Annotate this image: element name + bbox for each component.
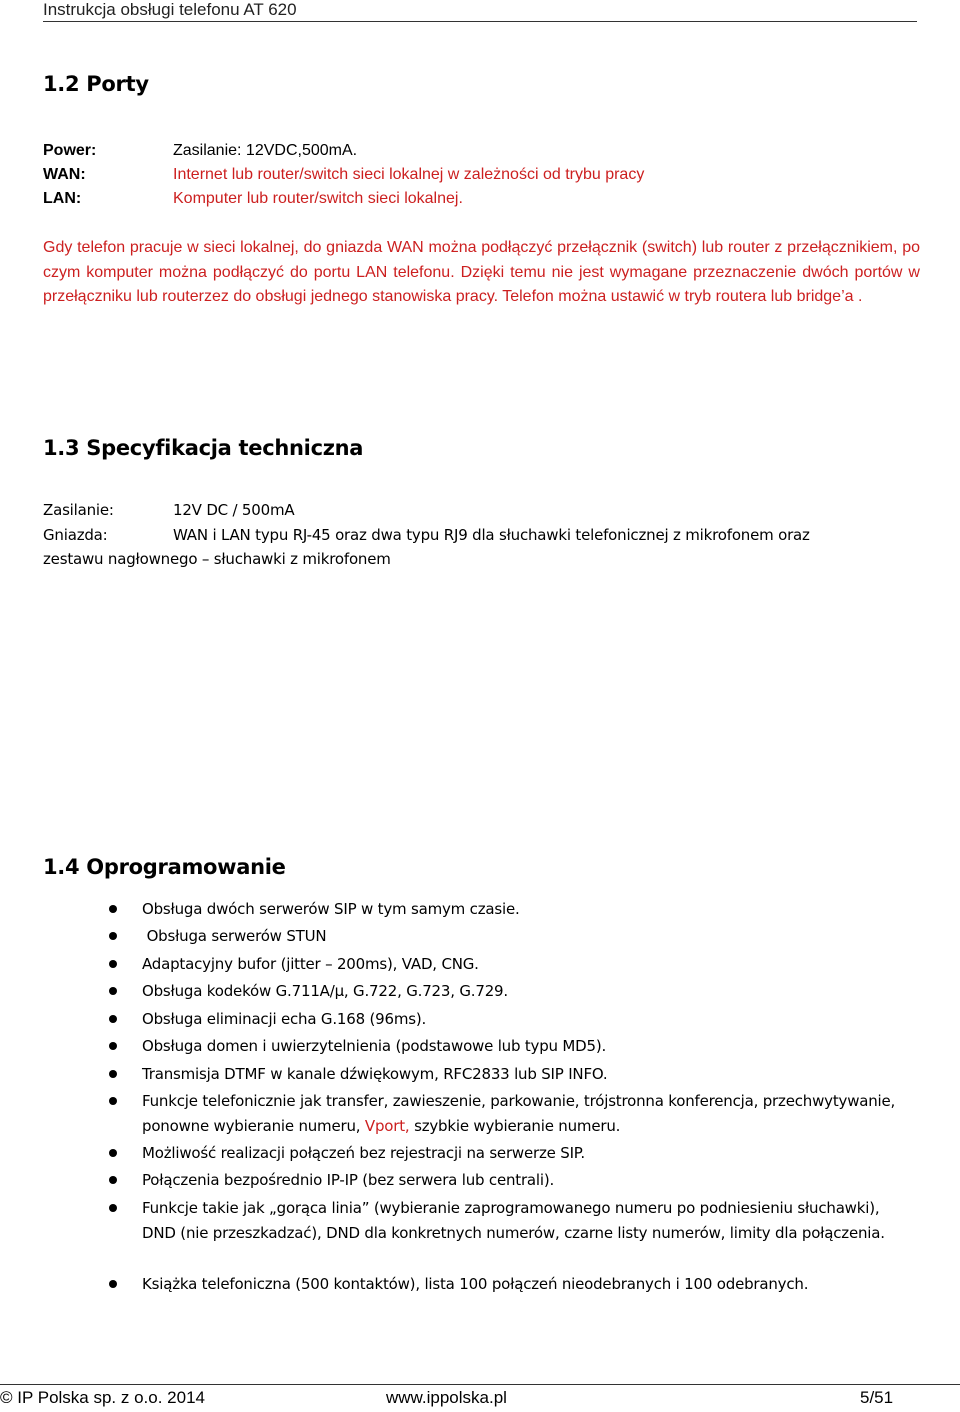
spec-value-sockets-line1: WAN i LAN typu RJ-45 oraz dwa typu RJ9 dla słuchawki telefonicznej z mikrofonem oraz [173, 526, 810, 544]
bullet-dot [109, 1015, 117, 1023]
bullet-dot [109, 1097, 117, 1105]
port-label-wan: WAN: [43, 166, 86, 183]
vport-highlight: Vport, [364, 1116, 410, 1135]
feature-item: Transmisja DTMF w kanale dźwiękowym, RFC2833 lub SIP INFO. [142, 1065, 608, 1083]
feature-item: Adaptacyjny bufor (jitter – 200ms), VAD, CNG. [142, 955, 479, 973]
footer-website-link[interactable]: www.ippolska.pl [386, 1388, 507, 1407]
footer-copyright: © IP Polska sp. z o.o. 2014 [0, 1388, 205, 1407]
spec-label-sockets: Gniazda: [43, 526, 108, 544]
port-label-lan: LAN: [43, 190, 82, 207]
feature-item: Obsługa domen i uwierzytelnienia (podstawowe lub typu MD5). [142, 1037, 607, 1055]
spec-value-power: 12V DC / 500mA [173, 501, 295, 519]
bullet-dot [109, 905, 117, 913]
section-heading-software: 1.4 Oprogramowanie [43, 855, 286, 879]
bullet-dot [109, 1176, 117, 1184]
footer-page-number: 5/51 [860, 1388, 894, 1407]
section-heading-ports: 1.2 Porty [43, 72, 149, 96]
port-label-power: Power: [43, 142, 97, 159]
bullet-dot [109, 987, 117, 995]
feature-item: Obsługa dwóch serwerów SIP w tym samym czasie. [142, 900, 520, 918]
bullet-dot [109, 1042, 117, 1050]
spec-value-sockets-line2: zestawu nagłownego – słuchawki z mikrofonem [43, 550, 391, 568]
footer-divider [0, 1384, 960, 1385]
feature-item: Obsługa serwerów STUN [142, 927, 327, 945]
feature-item-telephony-functions [142, 1089, 902, 1138]
bullet-dot [109, 932, 117, 940]
bullet-dot [109, 1204, 117, 1212]
port-value-power: Zasilanie: 12VDC,500mA. [173, 142, 358, 159]
ports-description-part-a: Gdy telefon pracuje w sieci lokalnej, do gniazda WAN można podłączyć przełącznik (switch) lub router z przełącznikiem, po czym komputer można podłączyć do portu LAN telefonu. [43, 239, 920, 281]
ports-description-part-b: Dzięki temu nie jest wymagane przeznaczenie dwóch portów w przełączniku lub routerzez do obsługi jednego stanowiska pracy. Telefon można ustawić w tryb routera lub bridge’a . [43, 263, 920, 306]
spec-label-power: Zasilanie: [43, 501, 114, 519]
port-value-wan: Internet lub router/switch sieci lokalnej w zależności od trybu pracy [173, 166, 645, 183]
section-heading-specification: 1.3 Specyfikacja techniczna [43, 436, 364, 460]
feature-item: Możliwość realizacji połączeń bez rejestracji na serwerze SIP. [142, 1144, 585, 1162]
bullet-dot [109, 960, 117, 968]
bullet-dot [109, 1070, 117, 1078]
document-header-title: Instrukcja obsługi telefonu AT 620 [43, 0, 297, 19]
feature-item: Funkcje takie jak „gorąca linia” (wybieranie zaprogramowanego numeru po podniesieniu słuchawki), DND (nie przeszkadzać), DND dla konkretnych numerów, czarne listy numerów, limity dla połączenia. [142, 1199, 885, 1242]
feature-item: Książka telefoniczna (500 kontaktów), lista 100 połączeń nieodebranych i 100 odebranych. [142, 1275, 809, 1293]
port-value-lan: Komputer lub router/switch sieci lokalnej. [173, 190, 463, 207]
telephony-functions-text: Funkcje telefonicznie jak transfer, zawieszenie, parkowanie, trójstronna konferencja, przechwytywanie, ponowne wybieranie numeru, [142, 1092, 896, 1135]
telephony-functions-text-end: szybkie wybieranie numeru. [414, 1116, 621, 1135]
feature-item: Obsługa kodeków G.711A/μ, G.722, G.723, G.729. [142, 982, 508, 1000]
header-divider [43, 21, 917, 22]
ports-description [43, 236, 920, 310]
bullet-dot [109, 1280, 117, 1288]
feature-item: Obsługa eliminacji echa G.168 (96ms). [142, 1010, 427, 1028]
bullet-dot [109, 1149, 117, 1157]
feature-item: Połączenia bezpośrednio IP-IP (bez serwera lub centrali). [142, 1171, 555, 1189]
